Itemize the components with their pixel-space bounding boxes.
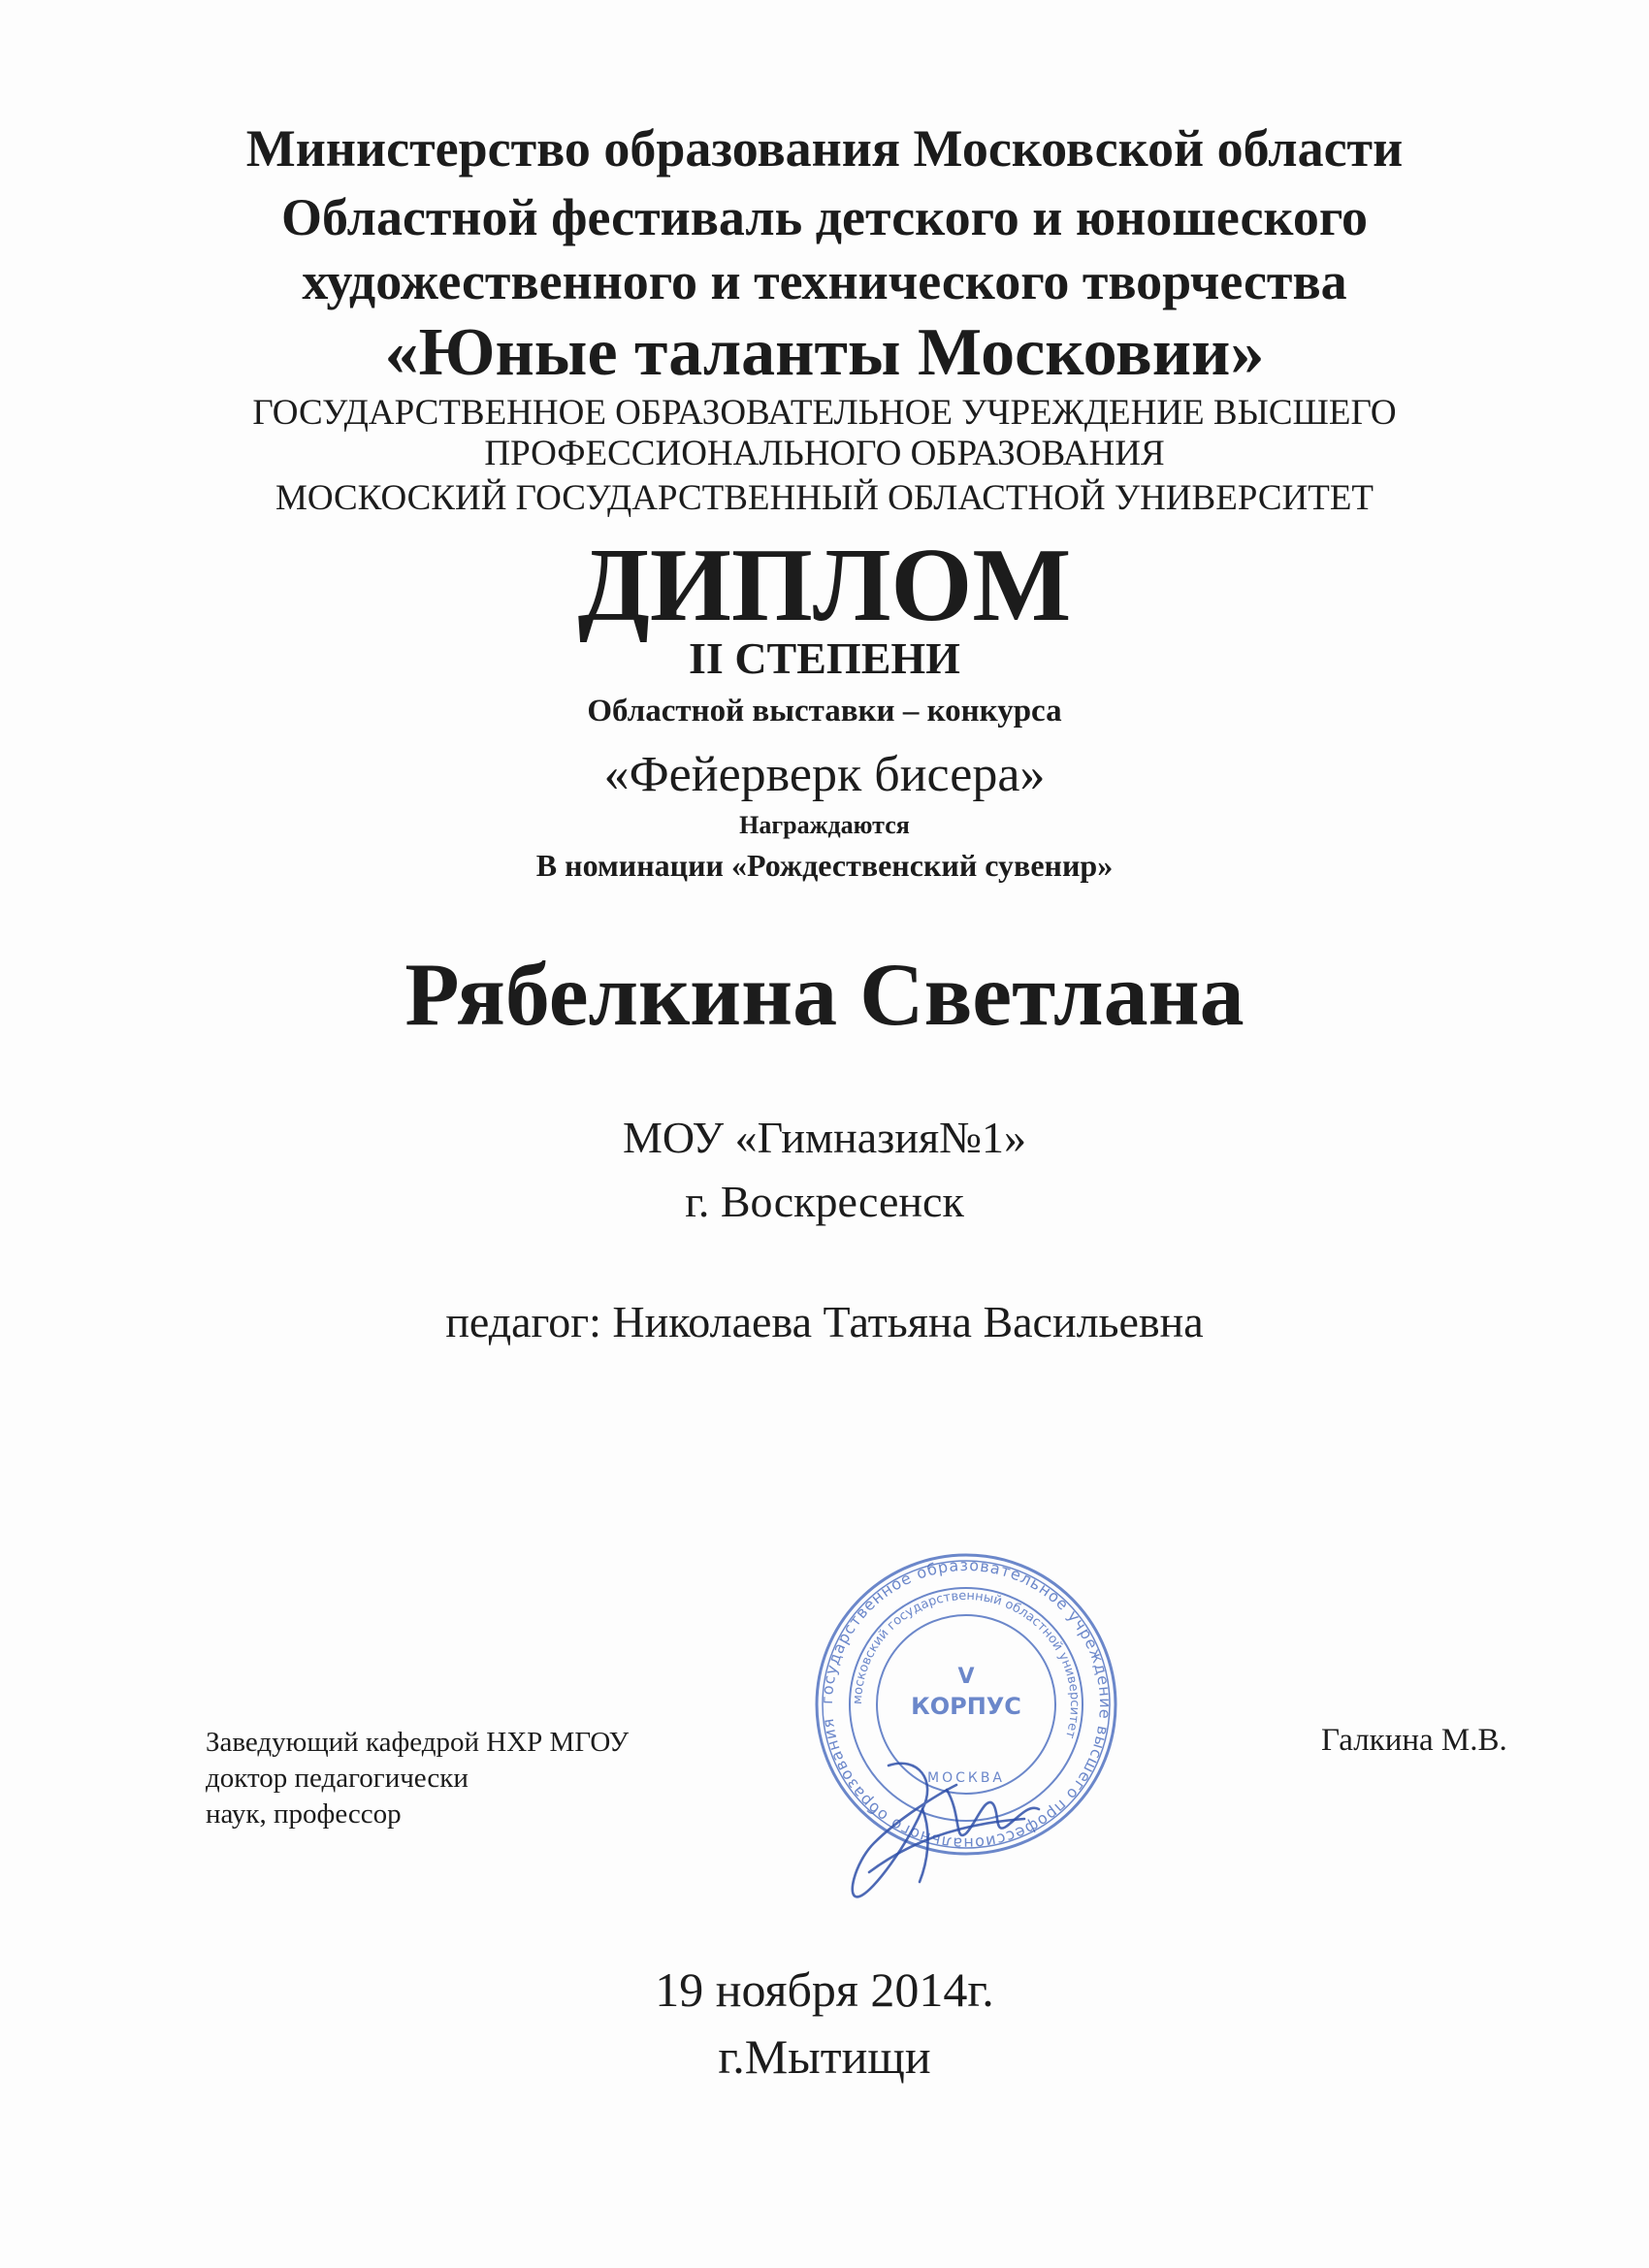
stamp-bottom-text: МОСКВА	[927, 1770, 1005, 1786]
stamp-center-line-1: V	[957, 1665, 975, 1689]
signer-position	[206, 1725, 629, 1832]
stamp-outer-text: государственное образовательное учреждение высшего профессионального образования	[817, 1555, 1116, 1854]
teacher-name: педагог: Николаева Татьяна Васильевна	[445, 1297, 1204, 1346]
contest-type: Областной выставки – конкурса	[587, 694, 1062, 729]
award-date: 19 ноября 2014г.	[655, 1962, 994, 2017]
university-line-2: ПРОФЕССИОНАЛЬНОГО ОБРАЗОВАНИЯ	[484, 434, 1165, 473]
recipient-name: Рябелкина Светлана	[404, 945, 1245, 1044]
diploma-degree: II СТЕПЕНИ	[689, 633, 960, 683]
contest-name: «Фейерверк бисера»	[603, 747, 1046, 802]
school-name: МОУ «Гимназия№1»	[622, 1113, 1027, 1162]
stamp-inner-text: московский государственный областной университет	[850, 1588, 1083, 1740]
university-line-1: ГОСУДАРСТВЕННОЕ ОБРАЗОВАТЕЛЬНОЕ УЧРЕЖДЕНИЕ ВЫСШЕГО	[252, 393, 1397, 433]
city-name: г. Воскресенск	[685, 1177, 964, 1226]
diploma-title: ДИПЛОМ	[577, 528, 1072, 643]
nomination: В номинации «Рождественский сувенир»	[535, 848, 1114, 883]
university-line-3: МОСКОСКИЙ ГОСУДАРСТВЕННЫЙ ОБЛАСТНОЙ УНИВЕРСИТЕТ	[275, 478, 1374, 518]
award-place: г.Мытищи	[718, 2029, 931, 2084]
festival-name: «Юные таланты Московии»	[384, 315, 1265, 390]
festival-line-2: художественного и технического творчества	[302, 252, 1347, 310]
handwritten-signature	[830, 1727, 1053, 1911]
ministry-heading: Министерство образования Московской области	[245, 119, 1404, 178]
signer-name: Галкина М.В.	[1321, 1723, 1507, 1758]
festival-line-1: Областной фестиваль детского и юношеского	[280, 188, 1369, 246]
signer-position-line-2: доктор педагогически	[206, 1763, 469, 1794]
signer-position-line-3: наук, профессор	[206, 1798, 402, 1830]
stamp-center-line-2: КОРПУС	[911, 1693, 1021, 1720]
awarded-label: Награждаются	[739, 811, 910, 839]
signer-position-line-1: Заведующий кафедрой НХР МГОУ	[206, 1727, 630, 1758]
